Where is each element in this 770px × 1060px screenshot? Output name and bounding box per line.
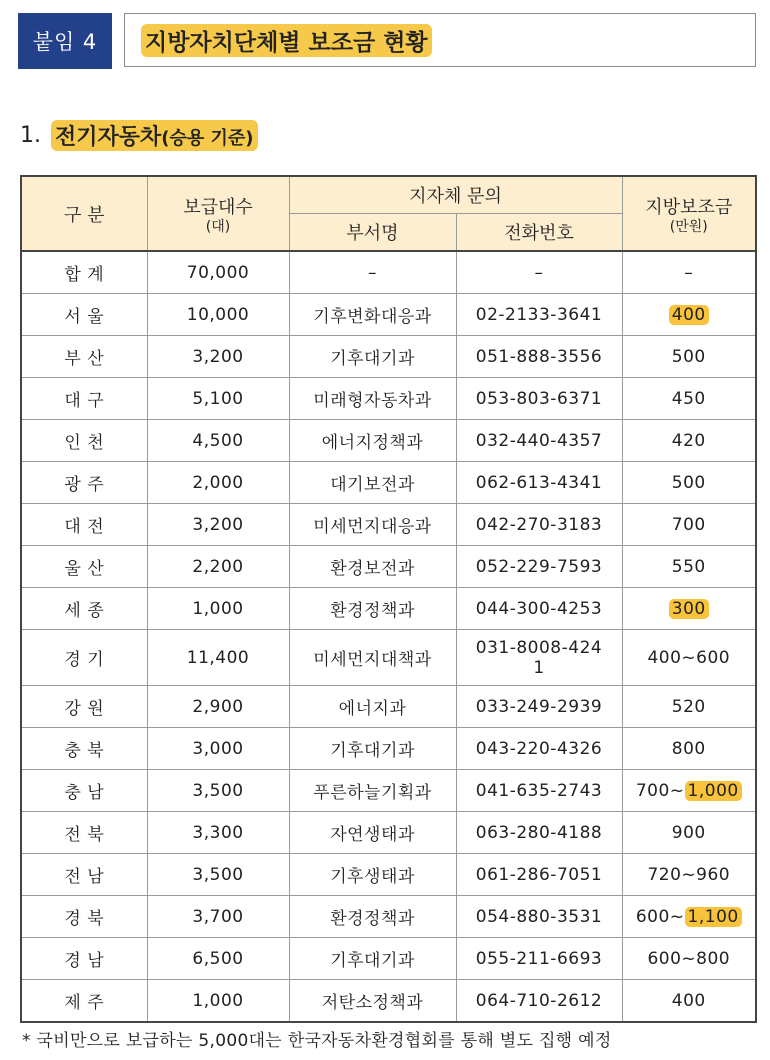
- cell-count: 3,700: [147, 896, 289, 938]
- subsidy-range-start: 600~: [635, 906, 685, 927]
- table-row: [21, 420, 756, 462]
- cell-dept: 환경정책과: [289, 896, 456, 938]
- cell-subsidy: [622, 294, 756, 336]
- title-box: [124, 13, 756, 67]
- cell-region: 경 기: [21, 630, 147, 686]
- cell-region: 강 원: [21, 686, 147, 728]
- cell-dept: 기후대기과: [289, 336, 456, 378]
- header-supply-unit: (대): [205, 218, 231, 235]
- cell-dept: 미세먼지대응과: [289, 504, 456, 546]
- header-dept: 부서명: [289, 214, 456, 252]
- cell-region: 경 북: [21, 896, 147, 938]
- cell-count: 70,000: [147, 251, 289, 294]
- subsidy-highlight: 300: [669, 599, 709, 619]
- table-row: [21, 854, 756, 896]
- section-title: 전기자동차: [55, 125, 162, 150]
- cell-region: 인 천: [21, 420, 147, 462]
- page-title: 지방자치단체별 보조금 현황: [141, 24, 432, 57]
- cell-region: 충 북: [21, 728, 147, 770]
- cell-region: 전 북: [21, 812, 147, 854]
- subsidy-table: [20, 175, 757, 1023]
- cell-subsidy: 500: [622, 336, 756, 378]
- table-row: [21, 378, 756, 420]
- cell-count: 2,900: [147, 686, 289, 728]
- cell-subsidy: [622, 588, 756, 630]
- cell-dept: 기후변화대응과: [289, 294, 456, 336]
- table-row: [21, 770, 756, 812]
- cell-region: 서 울: [21, 294, 147, 336]
- cell-region: 대 구: [21, 378, 147, 420]
- cell-phone: 055-211-6693: [456, 938, 622, 980]
- cell-phone: 043-220-4326: [456, 728, 622, 770]
- cell-region: 부 산: [21, 336, 147, 378]
- cell-region: 합 계: [21, 251, 147, 294]
- table-row: [21, 504, 756, 546]
- cell-count: 2,000: [147, 462, 289, 504]
- cell-dept: 대기보전과: [289, 462, 456, 504]
- cell-dept: 기후대기과: [289, 938, 456, 980]
- section-heading: [20, 120, 258, 151]
- cell-phone: 041-635-2743: [456, 770, 622, 812]
- cell-phone: 032-440-4357: [456, 420, 622, 462]
- cell-dept: 에너지과: [289, 686, 456, 728]
- cell-subsidy: [622, 896, 756, 938]
- cell-subsidy: 420: [622, 420, 756, 462]
- cell-phone: 051-888-3556: [456, 336, 622, 378]
- cell-phone: 044-300-4253: [456, 588, 622, 630]
- header-supply: [147, 176, 289, 251]
- cell-count: 1,000: [147, 980, 289, 1023]
- cell-dept: 에너지정책과: [289, 420, 456, 462]
- table-row: [21, 896, 756, 938]
- cell-count: 3,500: [147, 854, 289, 896]
- cell-dept: 자연생태과: [289, 812, 456, 854]
- header-subsidy-label: 지방보조금: [645, 196, 733, 218]
- table-row: [21, 728, 756, 770]
- cell-region: 경 남: [21, 938, 147, 980]
- cell-phone: 054-880-3531: [456, 896, 622, 938]
- section-title-highlight: [51, 120, 258, 151]
- table-row: [21, 686, 756, 728]
- table-row: [21, 251, 756, 294]
- cell-dept: 환경보전과: [289, 546, 456, 588]
- cell-phone: 02-2133-3641: [456, 294, 622, 336]
- cell-phone: 053-803-6371: [456, 378, 622, 420]
- header-subsidy: [622, 176, 756, 251]
- cell-dept: 환경정책과: [289, 588, 456, 630]
- table-row: [21, 812, 756, 854]
- cell-subsidy: 800: [622, 728, 756, 770]
- cell-region: 울 산: [21, 546, 147, 588]
- cell-count: 1,000: [147, 588, 289, 630]
- cell-dept: 미세먼지대책과: [289, 630, 456, 686]
- cell-subsidy: 600~800: [622, 938, 756, 980]
- subsidy-highlight: 1,100: [685, 907, 742, 927]
- cell-phone: 033-249-2939: [456, 686, 622, 728]
- cell-count: 3,000: [147, 728, 289, 770]
- cell-dept: 푸른하늘기획과: [289, 770, 456, 812]
- footnote: * 국비만으로 보급하는 5,000대는 한국자동차환경협회를 통해 별도 집행 예정: [22, 1031, 612, 1051]
- cell-count: 5,100: [147, 378, 289, 420]
- phone-line-2: 1: [533, 657, 545, 678]
- cell-count: 3,500: [147, 770, 289, 812]
- section-number: 1.: [20, 123, 41, 148]
- cell-dept: –: [289, 251, 456, 294]
- subsidy-highlight: 400: [669, 305, 709, 325]
- header-inquiry: 지자체 문의: [289, 176, 622, 214]
- cell-region: 대 전: [21, 504, 147, 546]
- section-subtitle: (승용 기준): [161, 128, 254, 149]
- cell-region: 전 남: [21, 854, 147, 896]
- table-row: [21, 938, 756, 980]
- cell-subsidy: 520: [622, 686, 756, 728]
- cell-count: 2,200: [147, 546, 289, 588]
- cell-phone: 052-229-7593: [456, 546, 622, 588]
- cell-count: 11,400: [147, 630, 289, 686]
- cell-dept: 기후대기과: [289, 728, 456, 770]
- table-row: [21, 980, 756, 1023]
- cell-phone: 042-270-3183: [456, 504, 622, 546]
- cell-count: 3,200: [147, 336, 289, 378]
- cell-phone: 064-710-2612: [456, 980, 622, 1023]
- cell-region: 세 종: [21, 588, 147, 630]
- cell-subsidy: 720~960: [622, 854, 756, 896]
- cell-count: 6,500: [147, 938, 289, 980]
- cell-phone: 063-280-4188: [456, 812, 622, 854]
- table-row: [21, 546, 756, 588]
- table-row: [21, 336, 756, 378]
- header-supply-label: 보급대수: [183, 196, 253, 218]
- cell-region: 광 주: [21, 462, 147, 504]
- subsidy-highlight: 1,000: [685, 781, 742, 801]
- cell-region: 충 남: [21, 770, 147, 812]
- header-phone: 전화번호: [456, 214, 622, 252]
- header-subsidy-unit: (만원): [669, 218, 708, 235]
- cell-count: 3,300: [147, 812, 289, 854]
- cell-subsidy: 450: [622, 378, 756, 420]
- cell-subsidy: 400: [622, 980, 756, 1023]
- cell-phone: 061-286-7051: [456, 854, 622, 896]
- cell-count: 4,500: [147, 420, 289, 462]
- table-row: [21, 294, 756, 336]
- header-division: 구 분: [21, 176, 147, 251]
- cell-phone: 062-613-4341: [456, 462, 622, 504]
- cell-region: 제 주: [21, 980, 147, 1023]
- cell-subsidy: 500: [622, 462, 756, 504]
- cell-phone: –: [456, 251, 622, 294]
- cell-dept: 미래형자동차과: [289, 378, 456, 420]
- cell-count: 3,200: [147, 504, 289, 546]
- cell-dept: 저탄소정책과: [289, 980, 456, 1023]
- subsidy-range-start: 700~: [635, 780, 685, 801]
- cell-subsidy: 400~600: [622, 630, 756, 686]
- cell-subsidy: –: [622, 251, 756, 294]
- phone-line-1: 031-8008-424: [475, 637, 603, 658]
- table-row: [21, 630, 756, 686]
- cell-phone: [456, 630, 622, 686]
- cell-subsidy: 700: [622, 504, 756, 546]
- cell-dept: 기후생태과: [289, 854, 456, 896]
- cell-subsidy: [622, 770, 756, 812]
- appendix-badge: 붙임 4: [18, 13, 112, 69]
- cell-subsidy: 550: [622, 546, 756, 588]
- table-row: [21, 588, 756, 630]
- cell-subsidy: 900: [622, 812, 756, 854]
- cell-count: 10,000: [147, 294, 289, 336]
- table-row: [21, 462, 756, 504]
